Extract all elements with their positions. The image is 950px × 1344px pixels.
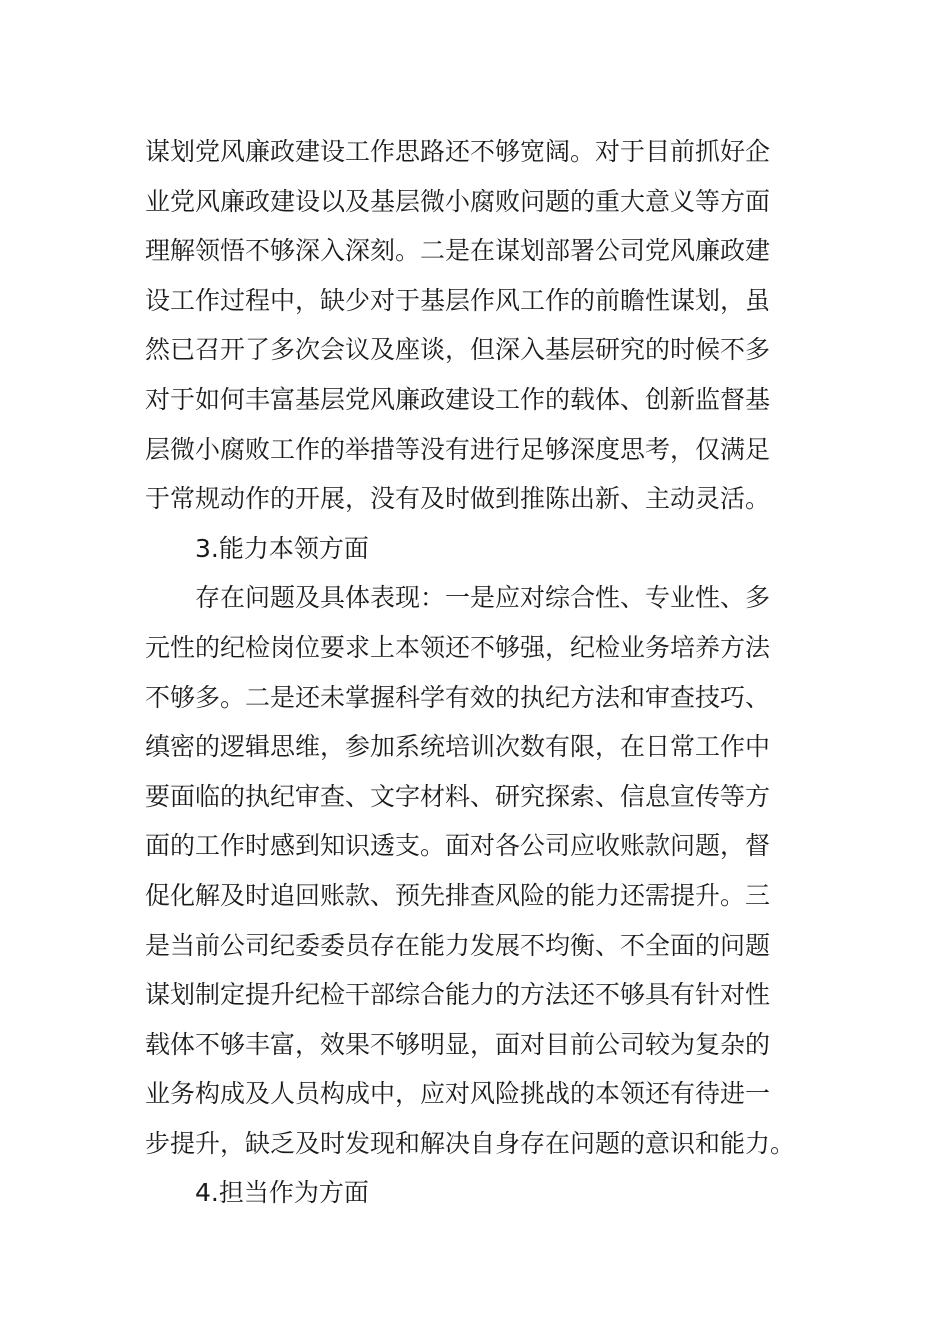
paragraph-line: 载体不够丰富，效果不够明显，面对目前公司较为复杂的 [145, 1029, 771, 1059]
paragraph-line: 对于如何丰富基层党风廉政建设工作的载体、创新监督基 [145, 384, 771, 414]
paragraph-line: 层微小腐败工作的举措等没有进行足够深度思考，仅满足 [145, 434, 771, 464]
paragraph-line: 存在问题及具体表现：一是应对综合性、专业性、多 [195, 583, 771, 613]
paragraph-line: 然已召开了多次会议及座谈，但深入基层研究的时候不多 [145, 335, 771, 365]
paragraph-line: 理解领悟不够深入深刻。二是在谋划部署公司党风廉政建 [145, 236, 771, 266]
paragraph-line: 谋划制定提升纪检干部综合能力的方法还不够具有针对性 [145, 980, 771, 1010]
section-heading-4: 4.担当作为方面 [195, 1178, 369, 1208]
paragraph-line: 于常规动作的开展，没有及时做到推陈出新、主动灵活。 [145, 484, 771, 514]
document-body [145, 127, 810, 1218]
paragraph-line: 缜密的逻辑思维，参加系统培训次数有限，在日常工作中 [145, 732, 771, 762]
paragraph-line: 步提升，缺乏及时发现和解决自身存在问题的意识和能力。 [145, 1128, 796, 1158]
paragraph-line: 不够多。二是还未掌握科学有效的执纪方法和审查技巧、 [145, 682, 771, 712]
paragraph-line: 业党风廉政建设以及基层微小腐败问题的重大意义等方面 [145, 186, 771, 216]
paragraph-line: 元性的纪检岗位要求上本领还不够强，纪检业务培养方法 [145, 632, 771, 662]
paragraph-line: 设工作过程中，缺少对于基层作风工作的前瞻性谋划，虽 [145, 285, 771, 315]
paragraph-line: 业务构成及人员构成中，应对风险挑战的本领还有待进一 [145, 1079, 771, 1109]
paragraph-line: 是当前公司纪委委员存在能力发展不均衡、不全面的问题 [145, 930, 771, 960]
paragraph-line: 面的工作时感到知识透支。面对各公司应收账款问题，督 [145, 831, 771, 861]
paragraph-line: 要面临的执纪审查、文字材料、研究探索、信息宣传等方 [145, 781, 771, 811]
paragraph-line: 促化解及时追回账款、预先排查风险的能力还需提升。三 [145, 880, 771, 910]
paragraph-line: 谋划党风廉政建设工作思路还不够宽阔。对于目前抓好企 [145, 137, 771, 166]
section-heading-3: 3.能力本领方面 [195, 533, 369, 563]
